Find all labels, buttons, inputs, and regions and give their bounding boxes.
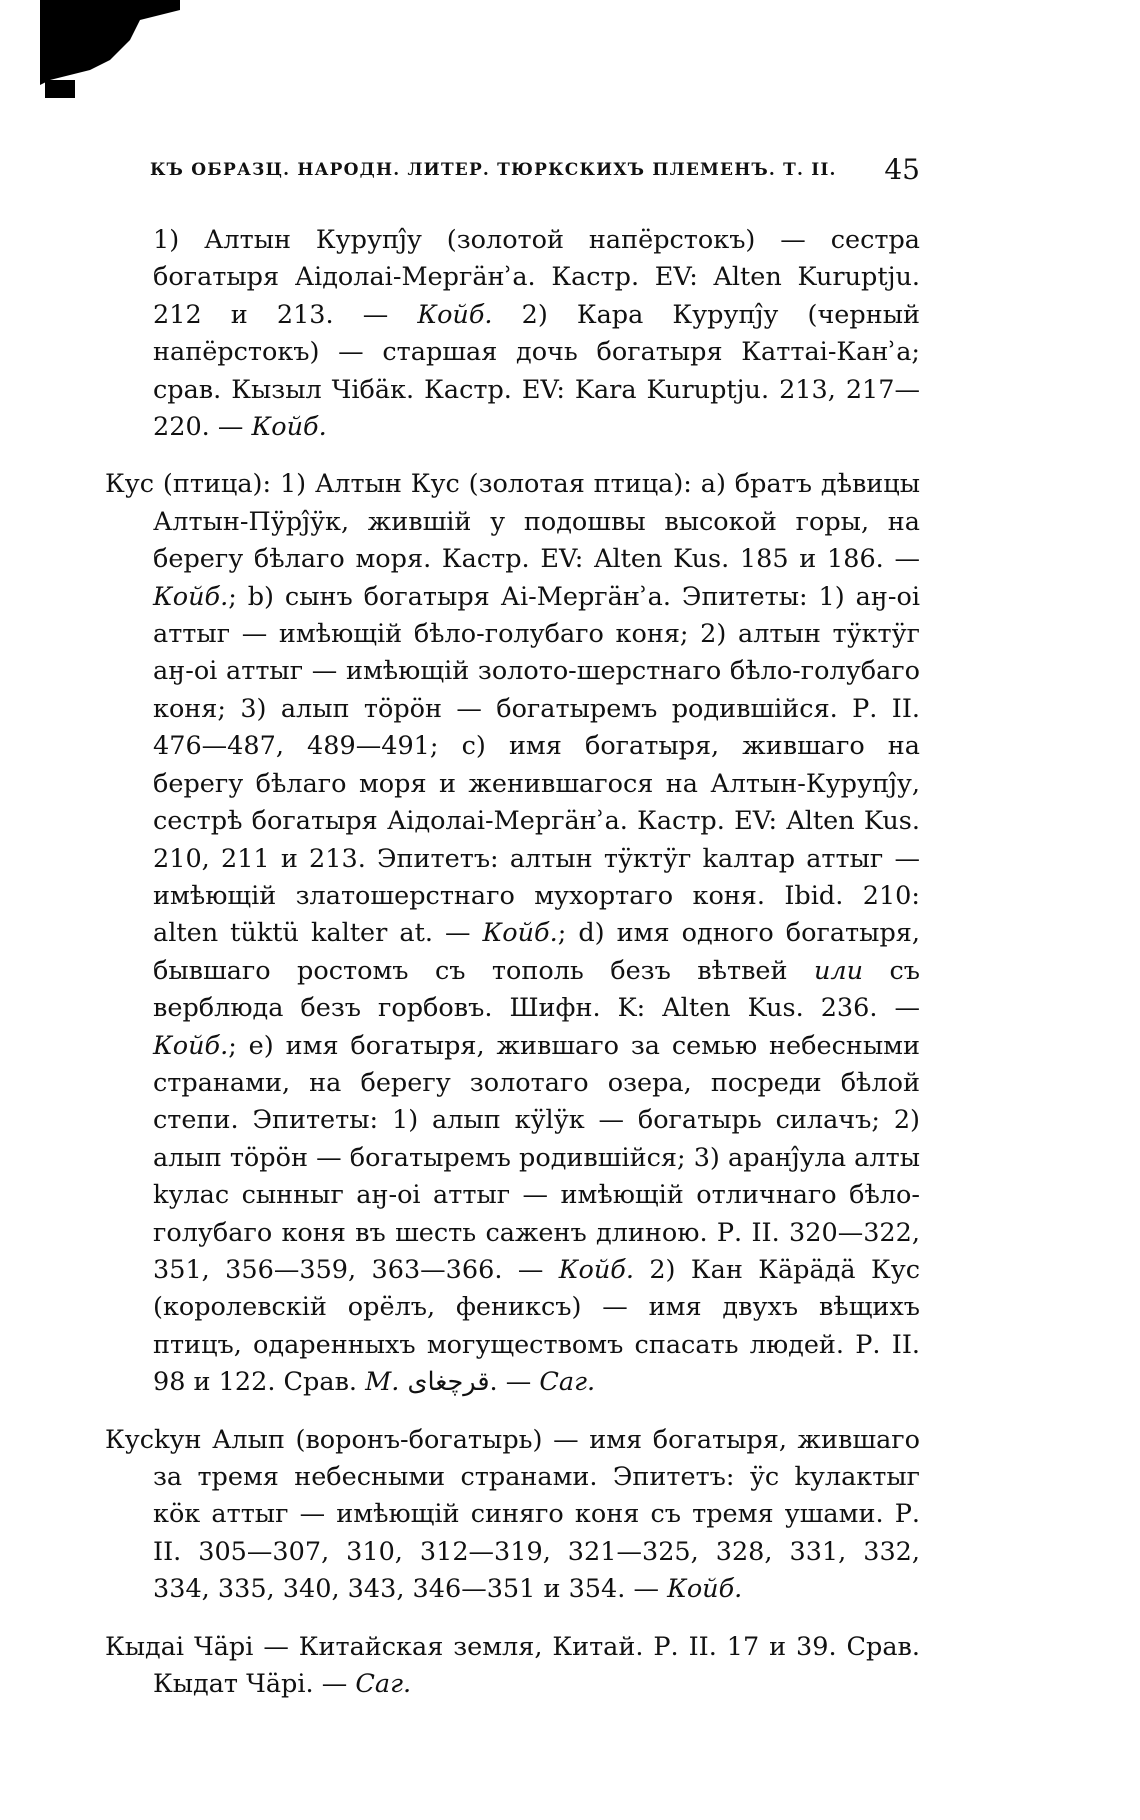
page-number: 45	[884, 153, 920, 186]
entry-text: Кусkун Алып (воронъ-богатырь) — имя богатыря, жившаго за тремя небесными странами. Эпитетъ: ӱс kулактыг кӧк аттыг — имѣющій синяго коня съ тремя ушами. Р. II. 305—307, 310, 312—319, 321—325, 328, 331, 332, 334, 335, 340, 343, 346—351 и 354. —	[105, 1424, 920, 1605]
source-abbrev: Койб.	[558, 1254, 634, 1285]
entry-text: съ верблюда безъ горбовъ. Шифн. K: Alten Kus. 236. —	[153, 955, 920, 1024]
source-abbrev: Саг.	[539, 1367, 596, 1398]
source-abbrev: Койб.	[417, 299, 493, 330]
entry-text: Кус (птица): 1) Алтын Кус (золотая птица): a) братъ дѣвицы Алтын-Пӱрĵӱк, жившій у подошвы высокой горы, на берегу бѣлаго моря. Кастр. EV: Alten Kus. 185 и 186. —	[105, 469, 920, 575]
source-abbrev: Койб.	[153, 581, 229, 612]
source-abbrev: Койб.	[482, 918, 558, 949]
running-head	[150, 152, 920, 188]
scan-corner-mark	[40, 0, 180, 100]
source-abbrev: Койб.	[251, 412, 327, 443]
source-abbrev: Койб.	[667, 1574, 743, 1605]
entry-kuskun-alyp	[105, 1422, 920, 1609]
entry-text: ; e) имя богатыря, жившаго за семью небесными странами, на берегу золотаго озера, посреди бѣлой степи. Эпитеты: 1) алып кӱlӱк — богатырь силачъ; 2) алып тӧрӧн — богатыремъ родившійся; 3) аранĵула алты kулас сынныг аӈ-оі аттыг — имѣющій отличнаго бѣло-голубаго коня въ шесть саженъ длиною. Р. II. 320—322, 351, 356—359, 363—366. —	[153, 1030, 920, 1285]
source-abbrev: Саг.	[355, 1669, 412, 1700]
entry-text: 1) Алтын Курупĵу (золотой напёрстокъ) — сестра богатыря Аідолаі-Мергӓнʾа. Кастр. EV: Alten Kuruptju. 212 и 213. —	[153, 225, 920, 330]
italic-word: или	[813, 955, 864, 986]
source-abbrev: Койб.	[153, 1030, 229, 1061]
entry-kydai-chari	[105, 1629, 920, 1704]
entry-altyn-kuruptju	[105, 222, 920, 446]
running-title: КЪ ОБРАЗЦ. НАРОДН. ЛИТЕР. ТЮРКСКИХЪ ПЛЕМЕНЪ. Т. II.	[150, 160, 837, 180]
entry-text: ; d) имя одного богатыря, бывшаго ростомъ съ тополь безъ вѣтвей	[153, 918, 920, 986]
dictionary-content	[105, 222, 920, 1723]
entry-text: 2) Кан Кӓрӓдӓ Кус (королевскій орёлъ, фениксъ) — имя двухъ вѣщихъ птицъ, одаренныхъ могуществомъ спасать людей. Р. II. 98 и 122. Срав.	[153, 1254, 920, 1398]
entry-text: ; b) сынъ богатыря Аі-Мергӓнʾа. Эпитеты: 1) аӈ-оі аттыг — имѣющій бѣло-голубаго коня; 2) алтын тӱктӱг аӈ-оі аттыг — имѣющій золото-шерстнаго бѣло-голубаго коня; 3) алып тӧрӧн — богатыремъ родившійся. Р. II. 476—487, 489—491; c) имя богатыря, жившаго на берегу бѣлаго моря и женившагося на Алтын-Курупĵу, сестрѣ богатыря Аідолаі-Мергӓнʾа. Кастр. EV: Alten Kus. 210, 211 и 213. Эпитетъ: алтын тӱктӱг kалтар аттыг — имѣющій златошерстнаго мухортаго коня. Ibid. 210: alten tüktü kalter at. —	[153, 581, 920, 949]
entry-text: 2) Кара Курупĵу (черный напёрстокъ) — старшая дочь богатыря Каттаі-Канʾа; срав. Кызыл Чібӓк. Кастр. EV: Kara Kuruptju. 213, 217—220. —	[153, 299, 921, 443]
entry-kus	[105, 466, 920, 1401]
entry-text: قرچغاى. —	[399, 1367, 540, 1398]
entry-text: Кыдаі Чӓрі — Китайская земля, Китай. Р. II. 17 и 39. Срав. Кыдат Чӓрі. —	[105, 1631, 920, 1700]
source-abbrev: М.	[365, 1367, 400, 1398]
